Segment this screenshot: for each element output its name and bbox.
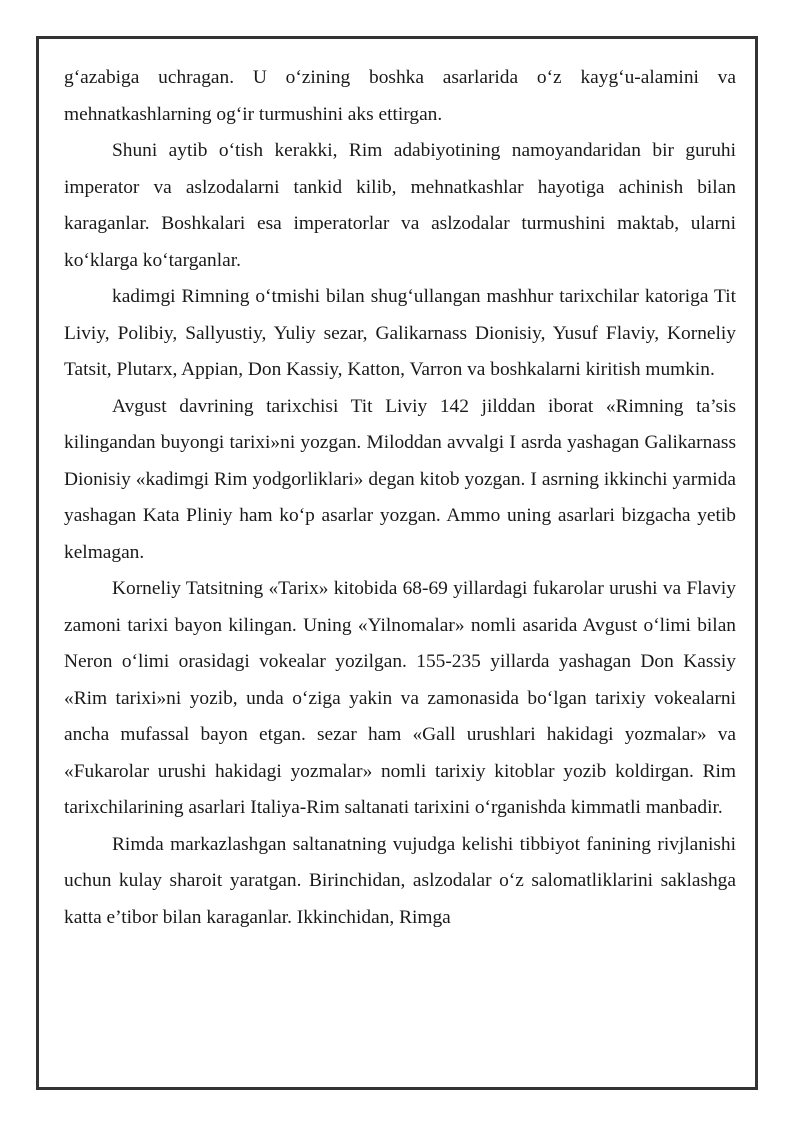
paragraph-1: g‘azabiga uchragan. U o‘zining boshka asarlarida o‘z kayg‘u-alamini va mehnatkashlarning og‘ir turmushini aks ettirgan. <box>64 67 736 125</box>
paragraph-2: Shuni aytib o‘tish kerakki, Rim adabiyotining namoyandaridan bir guruhi imperator va aslzodalarni tankid kilib, mehnatkashlar hayotiga achinish bilan karaganlar. Boshkalari esa imperatorlar va aslzodalar turmushini maktab, ularni ko‘klarga ko‘targanlar. <box>64 140 736 271</box>
paragraph-5: Korneliy Tatsitning «Tarix» kitobida 68-69 yillardagi fukarolar urushi va Flaviy zamoni tarixi bayon kilingan. Uning «Yilnomalar» nomli asarida Avgust o‘limi bilan Neron o‘limi orasidagi vokealar yozilgan. 155-235 yillarda yashagan Don Kassiy «Rim tarixi»ni yozib, unda o‘ziga yakin va zamonasida bo‘lgan tarixiy vokealarni ancha mufassal bayon etgan. sezar ham «Gall urushlari hakidagi yozmalar» va «Fukarolar urushi hakidagi yozmalar» nomli tarixiy kitoblar yozib koldirgan. Rim tarixchilarining asarlari Italiya-Rim saltanati tarixini o‘rganishda kimmatli manbadir. <box>64 578 736 818</box>
paragraph-4: Avgust davrining tarixchisi Tit Liviy 142 jilddan iborat «Rimning ta’sis kilingandan buyongi tarixi»ni yozgan. Miloddan avvalgi I asrda yashagan Galikarnass Dionisiy «kadimgi Rim yodgorliklari» degan kitob yozgan. I asrning ikkinchi yarmida yashagan Kata Pliniy ham ko‘p asarlar yozgan. Ammo uning asarlari bizgacha yetib kelmagan. <box>64 395 736 563</box>
document-body <box>64 60 736 936</box>
paragraph-6: Rimda markazlashgan saltanatning vujudga kelishi tibbiyot fanining rivjlanishi uchun kulay sharoit yaratgan. Birinchidan, aslzodalar o‘z salomatliklarini saklashga katta e’tibor bilan karaganlar. Ikkinchidan, Rimga <box>64 833 736 928</box>
paragraph-3: kadimgi Rimning o‘tmishi bilan shug‘ullangan mashhur tarixchilar katoriga Tit Liviy, Polibiy, Sallyustiy, Yuliy sezar, Galikarnass Dionisiy, Yusuf Flaviy, Korneliy Tatsit, Plutarx, Appian, Don Kassiy, Katton, Varron va boshkalarni kiritish mumkin. <box>64 286 736 380</box>
